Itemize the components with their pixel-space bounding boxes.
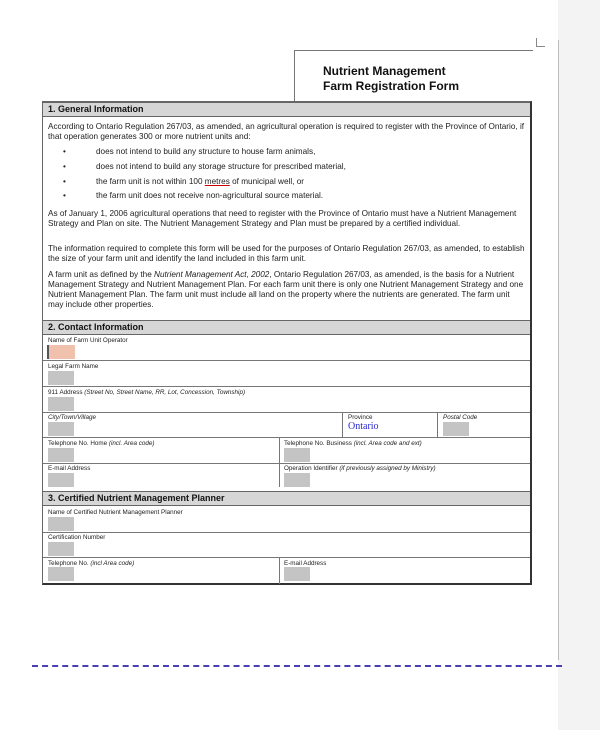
postal-code-field[interactable]	[443, 422, 469, 436]
general-para-january: As of January 1, 2006 agricultural operations that need to register with the Province of Ontario must have a Nutrient Management Strategy and Plan on site. The Nutrient Management Strategy and Plan must be prepared by a certified individual.	[48, 209, 517, 228]
title-line-1: Nutrient Management	[323, 64, 446, 78]
page-edge-line	[558, 40, 559, 660]
farm-para-start: A farm unit as defined by the	[48, 270, 155, 279]
operator-name-label: Name of Farm Unit Operator	[48, 337, 128, 344]
farm-name-field[interactable]	[48, 371, 74, 385]
title-line-2: Farm Registration Form	[323, 79, 460, 93]
bullet-item-3: the farm unit is not within 100 metres of municipal well, or	[96, 177, 304, 186]
tel-business-label-text: Telephone No. Business	[284, 440, 354, 447]
planner-name-label: Name of Certified Nutrient Management Planner	[48, 509, 183, 516]
tel-home-label-text: Telephone No. Home	[48, 440, 109, 447]
margin-corner-mark	[536, 38, 545, 47]
row-divider	[43, 412, 530, 413]
section-planner-header: 3. Certified Nutrient Management Planner	[43, 491, 530, 506]
column-divider	[279, 437, 280, 487]
tel-home-hint: (incl. Area code)	[108, 440, 155, 447]
page-break-line	[32, 665, 562, 667]
bullet-icon: •	[63, 191, 66, 200]
section-general-header: 1. General Information	[43, 102, 530, 117]
postal-code-label-text: Postal Code	[443, 414, 478, 421]
tel-home-label	[48, 440, 155, 447]
section-contact-header: 2. Contact Information	[43, 320, 530, 335]
planner-email-field[interactable]	[284, 567, 310, 581]
city-label	[48, 414, 96, 421]
address-field[interactable]	[48, 397, 74, 411]
bullet-item-2: does not intend to build any storage structure for prescribed material,	[96, 162, 346, 171]
operation-id-label-text: Operation Identifier	[284, 465, 340, 472]
general-para-farm-unit	[48, 270, 526, 310]
row-divider	[43, 437, 530, 438]
certification-number-label: Certification Number	[48, 534, 106, 541]
city-label-text: City/Town/Village	[48, 414, 96, 421]
tel-business-label	[284, 440, 422, 447]
column-divider	[437, 412, 438, 437]
planner-name-field[interactable]	[48, 517, 74, 531]
address-label	[48, 389, 245, 396]
general-para-information: The information required to complete this form will be used for the purposes of Ontario Regulation 267/03, as amended, to establish the size of your farm unit and identify the land included in this farm unit.	[48, 244, 525, 263]
row-divider	[43, 557, 530, 558]
bullet-icon: •	[63, 162, 66, 171]
postal-code-label	[443, 414, 477, 421]
row-divider	[43, 386, 530, 387]
tel-business-field[interactable]	[284, 448, 310, 462]
column-divider	[342, 412, 343, 437]
farm-para-rest: , Ontario Regulation 267/03, as amended, is the basis for a Nutrient Management Strategy and Nutrient Management Plan. For each farm unit there is only one Nutrient Management Strategy and one Nutrient Management Plan. The farm unit must include all land on the property where the nutrients are generated. The farm unit may include other properties.	[48, 270, 524, 309]
general-intro: According to Ontario Regulation 267/03, as amended, an agricultural operation is required to register with the Province of Ontario, if that operation generates 300 or more nutrient units and:	[48, 122, 525, 141]
form-title	[323, 64, 459, 94]
tel-business-hint: (incl. Area code and ext)	[353, 440, 422, 447]
operation-id-field[interactable]	[284, 473, 310, 487]
tel-home-field[interactable]	[48, 448, 74, 462]
bullet-icon: •	[63, 177, 66, 186]
bullet-item-1: does not intend to build any structure to house farm animals,	[96, 147, 316, 156]
province-label: Province	[348, 414, 373, 421]
row-divider	[43, 532, 530, 533]
address-label-text: 911 Address	[48, 389, 85, 396]
row-divider	[43, 360, 530, 361]
registration-form	[42, 101, 532, 585]
farm-name-label: Legal Farm Name	[48, 363, 99, 370]
bullet-item-4: the farm unit does not receive non-agricultural source material.	[96, 191, 324, 200]
farm-para-act-name: Nutrient Management Act, 2002	[154, 270, 270, 279]
operator-name-field[interactable]	[47, 345, 75, 359]
certification-number-field[interactable]	[48, 542, 74, 556]
planner-email-label: E-mail Address	[284, 560, 327, 567]
bullet-icon: •	[63, 147, 66, 156]
form-title-box	[294, 50, 533, 101]
province-value[interactable]: Ontario	[348, 421, 379, 432]
email-label: E-mail Address	[48, 465, 91, 472]
address-hint: (Street No, Street Name, RR, Lot, Concession, Township)	[84, 389, 246, 396]
planner-tel-label-text: Telephone No.	[48, 560, 91, 567]
planner-tel-hint: (incl Area code)	[90, 560, 135, 567]
operation-id-hint: (if previously assigned by Ministry)	[339, 465, 436, 472]
email-field[interactable]	[48, 473, 74, 487]
row-divider	[43, 463, 530, 464]
planner-tel-label	[48, 560, 134, 567]
city-field[interactable]	[48, 422, 74, 436]
column-divider	[279, 557, 280, 584]
operation-id-label	[284, 465, 436, 472]
planner-tel-field[interactable]	[48, 567, 74, 581]
